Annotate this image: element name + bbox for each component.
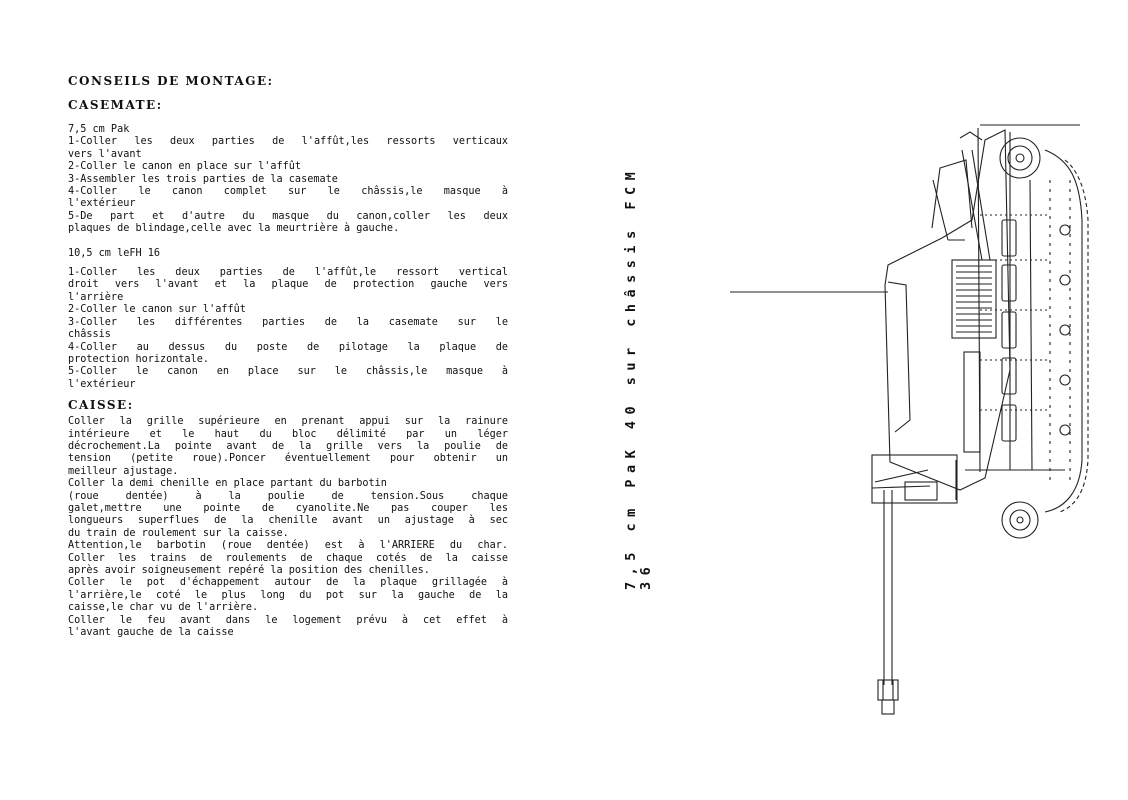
- instruction-line: galet,mettre une pointe de cyanolite.Ne pas couper les: [68, 502, 508, 514]
- spacer: [68, 260, 508, 267]
- engine-grille: [952, 260, 996, 338]
- instruction-line: Coller le pot d'échappement autour de la plaque grillagée à: [68, 577, 508, 589]
- track: [1045, 150, 1088, 512]
- instruction-line: l'arrière: [68, 291, 124, 303]
- lefh-label: 10,5 cm leFH 16: [68, 247, 161, 259]
- guide-rollers: [1060, 225, 1070, 435]
- instruction-line: décrochement.La pointe avant de la grille vers la poulie de: [68, 440, 508, 452]
- instruction-line: Coller la demi chenille en place partant du barbotin: [68, 478, 387, 490]
- instruction-line: l'arrière,le coté le plus long du pot sur la gauche de la: [68, 589, 508, 601]
- instruction-line: droit vers l'avant et la plaque de protection gauche vers: [68, 279, 508, 291]
- vertical-title-line2: 36: [638, 560, 654, 590]
- casemate-heading: CASEMATE:: [68, 98, 163, 112]
- instruction-line: longueurs superflues de la chenille avant un ajustage à sec: [68, 515, 508, 527]
- spacer: [68, 391, 508, 398]
- vertical-title-line1: 7,5 cm PaK 40 sur châssis FCM: [623, 165, 639, 590]
- instruction-line: 4-Coller au dessus du poste de pilotage la plaque de: [68, 341, 508, 353]
- pak-instructions: [68, 124, 508, 236]
- instruction-line: intérieure et le haut du bloc délimité par un léger: [68, 428, 508, 440]
- instructions-column: [68, 74, 508, 639]
- instruction-line: vers l'avant: [68, 148, 142, 160]
- instruction-line: l'extérieur: [68, 198, 136, 210]
- pak-label: 7,5 cm Pak: [68, 124, 130, 135]
- assembly-heading: CONSEILS DE MONTAGE:: [68, 74, 274, 88]
- instruction-line: l'extérieur: [68, 378, 136, 390]
- casemate-outline: [872, 130, 1010, 503]
- hull-outline: [978, 125, 1080, 472]
- instruction-line: (roue dentée) à la poulie de tension.Sous chaque: [68, 490, 508, 502]
- instruction-line: caisse,le char vu de l'arrière.: [68, 602, 259, 614]
- instruction-line: 1-Coller les deux parties de l'affût,le ressort vertical: [68, 267, 508, 279]
- instruction-line: Coller le feu avant dans le logement prévu à cet effet à: [68, 614, 508, 626]
- instruction-line: 3-Coller les différentes parties de la casemate sur le: [68, 316, 508, 328]
- instruction-line: Attention,le barbotin (roue dentée) est à l'ARRIERE du char.: [68, 540, 508, 552]
- instruction-line: meilleur ajustage.: [68, 465, 179, 477]
- instruction-line: 2-Coller le canon en place sur l'affût: [68, 161, 302, 173]
- spacer: [68, 236, 508, 248]
- instruction-line: tension (petite roue).Poncer éventuellement pour obtenir un: [68, 453, 508, 465]
- instruction-line: après avoir soigneusement repéré la position des chenilles.: [68, 565, 430, 576]
- instruction-line: Coller la grille supérieure en prenant appui sur la rainure: [68, 416, 508, 428]
- instruction-line: 2-Coller le canon sur l'affût: [68, 304, 246, 316]
- vertical-title: [624, 166, 654, 590]
- instruction-line: protection horizontale.: [68, 353, 210, 365]
- lefh-instructions: [68, 248, 508, 391]
- instruction-line: l'avant gauche de la caisse: [68, 627, 234, 639]
- instruction-line: Coller les trains de roulements de chaque cotés de la caisse: [68, 552, 508, 564]
- instruction-line: du train de roulement sur la caisse.: [68, 527, 289, 539]
- idler-wheel: [1002, 502, 1038, 538]
- instruction-line: 5-Coller le canon en place sur le châssis,le masque à: [68, 366, 508, 378]
- caisse-instructions: [68, 416, 508, 639]
- gun-barrel: [878, 490, 898, 714]
- instruction-line: plaques de blindage,celle avec la meurtrière à gauche.: [68, 223, 400, 235]
- suspension-boxes: [964, 220, 1016, 452]
- instruction-line: 5-De part et d'autre du masque du canon,coller les deux: [68, 210, 508, 222]
- caisse-heading: CAISSE:: [68, 398, 134, 413]
- instruction-line: 4-Coller le canon complet sur le châssis,le masque à: [68, 186, 508, 198]
- tank-top-view-drawing: [720, 120, 1120, 730]
- instruction-line: châssis: [68, 329, 111, 341]
- instruction-line: 1-Coller les deux parties de l'affût,les ressorts verticaux: [68, 136, 508, 148]
- instruction-line: 3-Assembler les trois parties de la casemate: [68, 173, 338, 185]
